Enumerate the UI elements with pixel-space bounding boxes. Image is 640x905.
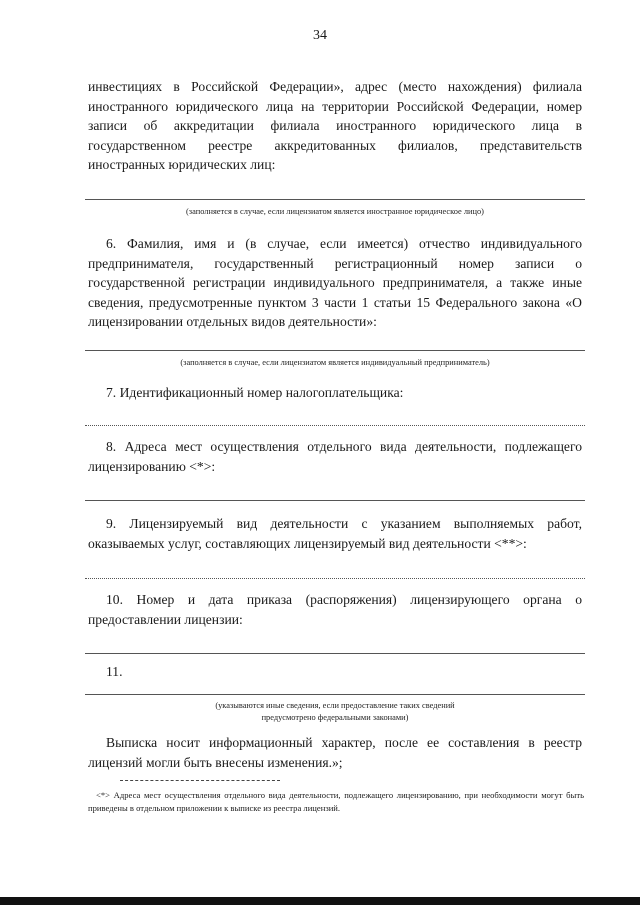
scan-bottom-edge: [0, 897, 640, 905]
fill-line-9: [85, 578, 585, 579]
note-other-info-line-2: предусмотрено федеральными законами): [261, 713, 409, 722]
note-other-info: [85, 700, 585, 724]
note-individual-entrepreneur: (заполняется в случае, если лицензиатом является индивидуальный предприниматель): [180, 358, 490, 367]
footnote-separator: [120, 780, 280, 781]
fill-line-6: [85, 350, 585, 351]
page-number: 34: [313, 28, 327, 43]
note-other-info-line-1: (указываются иные сведения, если предоставление таких сведений: [215, 701, 455, 710]
paragraph-7: 7. Идентификационный номер налогоплательщика:: [106, 385, 404, 400]
fill-line-8: [85, 500, 585, 501]
paragraph-8: 8. Адреса мест осуществления отдельного вида деятельности, подлежащего лицензированию <*>:: [88, 439, 582, 474]
paragraph-10: 10. Номер и дата приказа (распоряжения) лицензирующего органа о предоставлении лицензии:: [88, 592, 582, 627]
paragraph-9: 9. Лицензируемый вид деятельности с указанием выполняемых работ, оказываемых услуг, составляющих лицензируемый вид деятельности <**>:: [88, 516, 582, 551]
paragraph-6: 6. Фамилия, имя и (в случае, если имеется) отчество индивидуального предпринимателя, государственный регистрационный номер записи о государственной регистрации индивидуального предпринимателя, а также иные сведения, предусмотренные пунктом 3 части 1 статьи 15 Федерального закона «О лицензировании отдельных видов деятельности»:: [88, 236, 582, 330]
note-foreign-entity: (заполняется в случае, если лицензиатом является иностранное юридическое лицо): [186, 207, 484, 216]
fill-line-7: [85, 425, 585, 426]
paragraph-5-continuation: инвестициях в Российской Федерации», адрес (место нахождения) филиала иностранного юридического лица на территории Российской Федерации, номер записи об аккредитации филиала иностранного юридического лица в государственном реестре аккредитованных филиалов, представительств иностранных юридических лиц:: [88, 79, 582, 173]
fill-line-10: [85, 653, 585, 654]
footnote: <*> Адреса мест осуществления отдельного вида деятельности, подлежащего лицензированию, при необходимости могут быть приведены в отдельном приложении к выписке из реестра лицензий.: [88, 790, 584, 813]
paragraph-11: 11.: [106, 664, 123, 679]
fill-line-5: [85, 199, 585, 200]
fill-line-11: [85, 694, 585, 695]
closing-paragraph: Выписка носит информационный характер, после ее составления в реестр лицензий могли быть внесены изменения.»;: [88, 735, 582, 770]
